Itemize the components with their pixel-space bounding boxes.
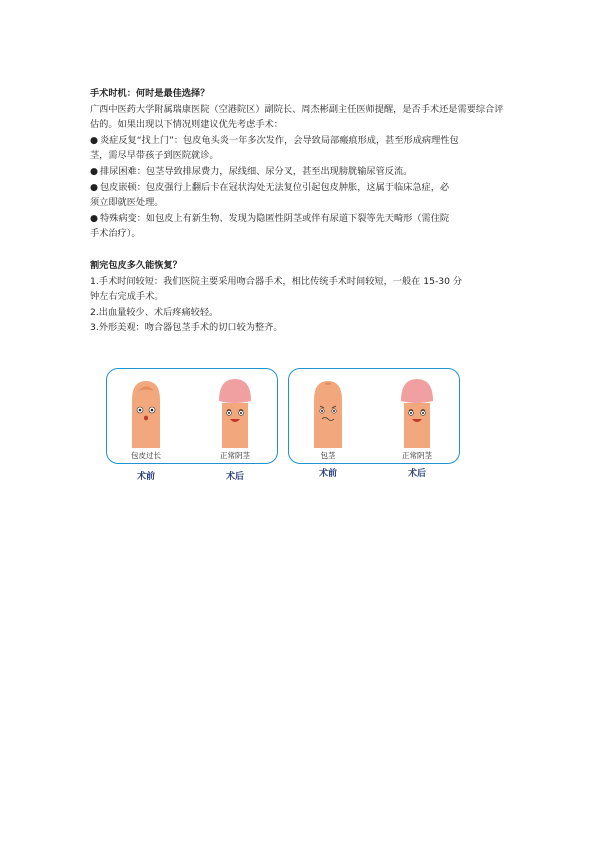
caption-phimosis: 包茎 [320,451,336,460]
bullet-item [90,180,510,211]
caption-normal-penis: 正常阴茎 [220,451,250,460]
bullet-text: 炎症反复“找上门”：包皮龟头炎一年多次发作，会导致局部瘢痕形成，甚至形成病理性包 [100,134,459,146]
bullet-text: 包皮嵌顿：包皮强行上翻后卡在冠状沟处无法复位引起包皮肿胀，这属于临床急症，必 [100,181,450,193]
recovery-item: 2.出血量较少、术后疼痛较轻。 [90,306,219,318]
bullet-text-cont: 茎，需尽早带孩子到医院就诊。 [90,150,219,162]
recovery-item: 3.外形美观：吻合器包茎手术的切口较为整齐。 [90,322,283,334]
bullet-item [90,164,510,180]
section-title-recovery: 割完包皮多久能恢复？ [90,259,182,271]
bullet-dot: ● [90,212,99,224]
recovery-item: 1.手术时间较短：我们医院主要采用吻合器手术，相比传统手术时间较短，一般在 15-30 分 [90,275,463,287]
bullet-dot: ● [90,134,99,146]
intro-paragraph: 广西中医药大学附属瑞康医院（空港院区）副院长、周杰彬副主任医师提醒，是否手术还是需要综合评估的。如果出现以下情况则建议优先考虑手术： [90,103,504,131]
normal-penis-illustration [395,377,439,450]
label-before-surgery: 术前 [318,469,337,479]
recovery-item-cont: 钟左右完成手术。 [90,291,164,303]
section-title-timing: 手术时机：何时是最佳选择？ [90,88,210,99]
label-after-surgery: 术后 [225,472,244,482]
bullet-text: 特殊病变：如包皮上有新生物、发现为隐匿性阴茎或伴有尿道下裂等先天畸形（需住院 [100,212,450,224]
label-before-surgery: 术前 [136,472,155,482]
caption-normal-penis: 正常阴茎 [402,451,432,460]
bullet-dot: ● [90,181,99,193]
bullet-item [90,133,510,164]
article-body [90,86,510,336]
phimosis-illustration [306,378,350,450]
long-foreskin-illustration [124,378,168,450]
caption-long-foreskin: 包皮过长 [131,451,161,460]
bullet-text-cont: 须立即就医处理。 [90,197,164,209]
bullet-dot: ● [90,165,99,177]
label-after-surgery: 术后 [407,469,426,479]
normal-penis-illustration [213,377,257,450]
bullet-text-cont: 手术治疗）。 [90,228,141,240]
bullet-text: 排尿困难：包茎导致排尿费力，尿线细、尿分叉，甚至出现膀胱输尿管反流。 [100,165,413,177]
bullet-item [90,211,510,242]
